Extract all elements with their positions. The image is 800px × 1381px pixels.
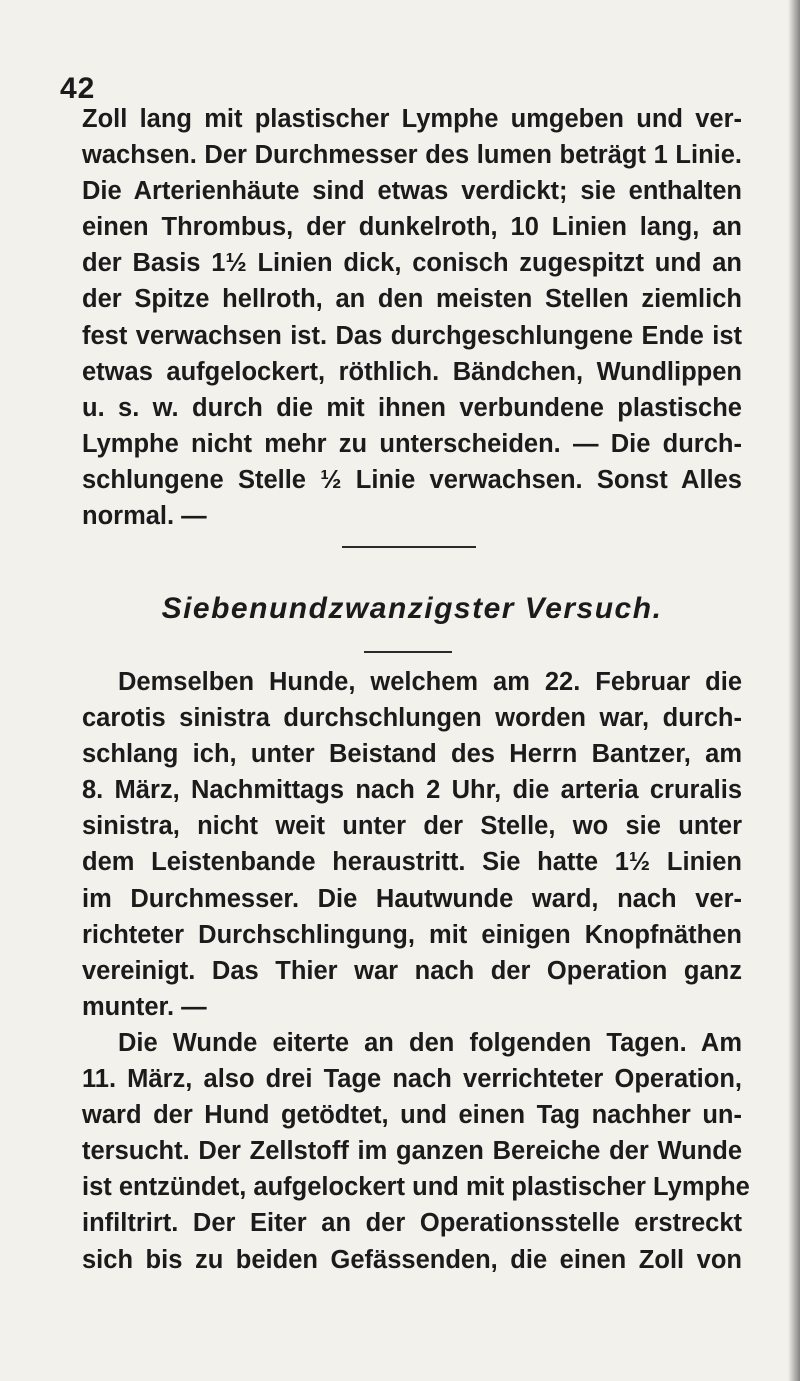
text-line: etwas aufgelockert, röthlich. Bändchen, Wundlippen — [82, 357, 742, 386]
text-line: vereinigt. Das Thier war nach der Operation ganz — [82, 956, 742, 985]
heading-underline-rule — [364, 651, 452, 653]
text-line: dem Leistenbande heraustritt. Sie hatte 1½ Linien — [82, 848, 742, 877]
text-line: richteter Durchschlingung, mit einigen Knopfnäthen — [82, 920, 742, 949]
page-edge-shadow — [788, 0, 800, 1381]
text-line: Die Arterienhäute sind etwas verdickt; sie enthalten — [82, 177, 742, 206]
text-line: Die Wunde eiterte an den folgenden Tagen. Am — [118, 1029, 742, 1057]
text-line: sinistra, nicht weit unter der Stelle, wo sie unter — [82, 812, 742, 841]
paragraph-1 — [82, 101, 742, 534]
text-line: u. s. w. durch die mit ihnen verbundene plastische — [82, 393, 742, 422]
text-line: munter. — — [82, 992, 207, 1021]
text-line: normal. — — [82, 502, 207, 531]
text-line: einen Thrombus, der dunkelroth, 10 Linien lang, an — [82, 213, 742, 242]
text-line: wachsen. Der Durchmesser des lumen beträgt 1 Linie. — [82, 141, 742, 170]
text-line: infiltrirt. Der Eiter an der Operationsstelle erstreckt — [82, 1209, 742, 1238]
text-line: Demselben Hunde, welchem am 22. Februar die — [118, 668, 742, 696]
section-heading: Siebenundzwanzigster Versuch. — [161, 592, 663, 625]
text-line: tersucht. Der Zellstoff im ganzen Bereiche der Wunde — [82, 1137, 742, 1166]
text-line: der Spitze hellroth, an den meisten Stellen ziemlich — [82, 285, 742, 314]
text-line: fest verwachsen ist. Das durchgeschlungene Ende ist — [82, 321, 742, 350]
page-number: 42 — [60, 72, 96, 105]
text-line: der Basis 1½ Linien dick, conisch zugespitzt und an — [82, 249, 742, 278]
text-line: 11. März, also drei Tage nach verrichteter Operation, — [82, 1065, 742, 1094]
text-line: ward der Hund getödtet, und einen Tag nachher un- — [82, 1101, 742, 1130]
text-line: ist entzündet, aufgelockert und mit plastischer Lymphe — [82, 1173, 750, 1202]
text-line: carotis sinistra durchschlungen worden war, durch- — [82, 704, 742, 733]
text-line: Zoll lang mit plastischer Lymphe umgeben und ver- — [82, 105, 742, 133]
text-line: schlang ich, unter Beistand des Herrn Bantzer, am — [82, 740, 742, 769]
text-line: 8. März, Nachmittags nach 2 Uhr, die arteria cruralis — [82, 776, 742, 805]
text-line: Lymphe nicht mehr zu unterscheiden. — Die durch- — [82, 429, 742, 458]
section-divider-rule — [342, 546, 476, 548]
paragraph-3 — [82, 1025, 750, 1278]
text-line: schlungene Stelle ½ Linie verwachsen. Sonst Alles — [82, 465, 742, 494]
paragraph-2 — [82, 664, 742, 1025]
text-line: sich bis zu beiden Gefässenden, die einen Zoll von — [82, 1245, 742, 1274]
text-line: im Durchmesser. Die Hautwunde ward, nach ver- — [82, 884, 742, 913]
